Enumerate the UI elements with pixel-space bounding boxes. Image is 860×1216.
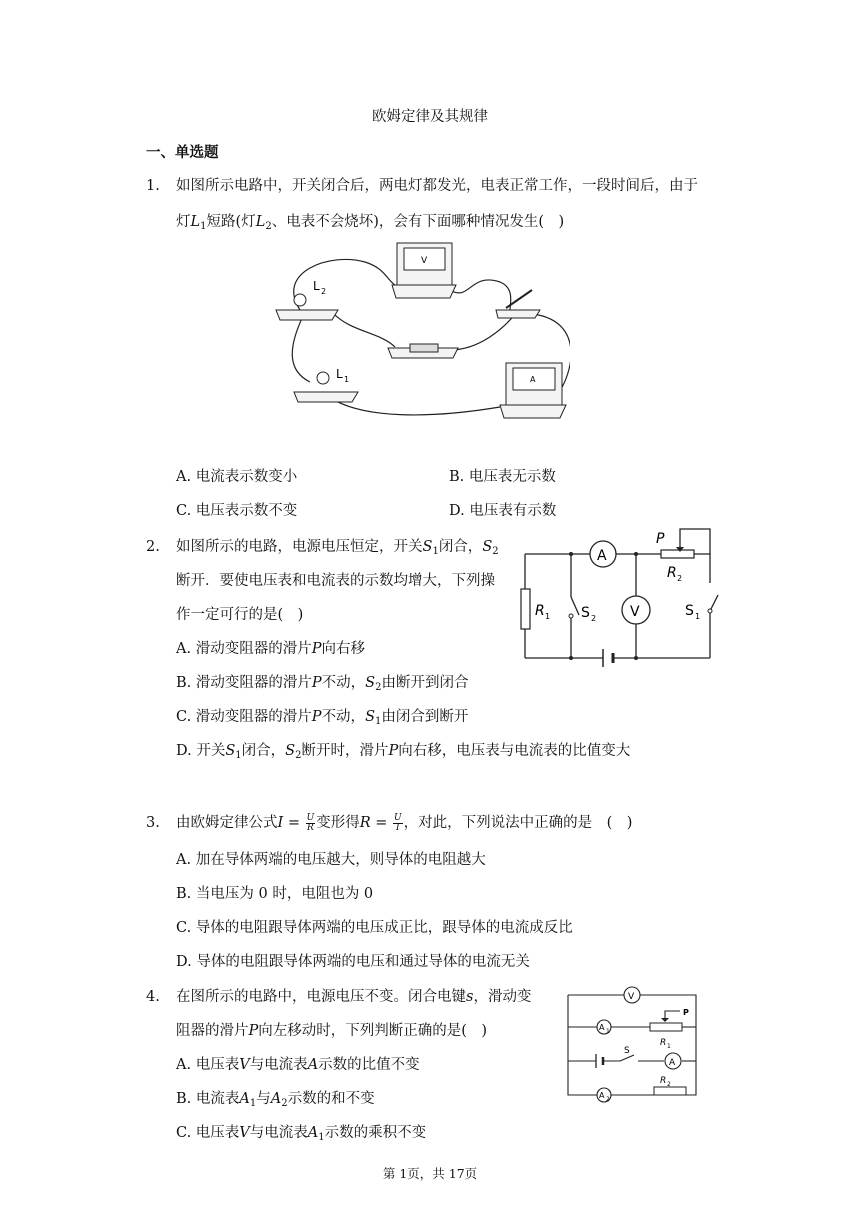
q2-option-a: A. 滑动变阻器的滑片P向右移 [176,641,365,657]
q2-fig-r1: R [535,603,545,619]
q4-circuit-figure [560,983,720,1111]
q1-option-d: D. 电压表有示数 [449,503,557,519]
q2-fig-voltmeter: V [630,604,640,620]
q2-fig-s1: S [685,603,694,619]
q1-fig-label-l1-sub: 1 [344,375,350,384]
q4-fig-p: P [683,1008,689,1017]
q1-fig-ammeter: A [530,375,536,384]
q2-option-c: C. 滑动变阻器的滑片P不动，$S_1$由闭合到断开 [176,709,469,727]
q3-number: 3. [146,815,160,831]
q4-fig-s: S [624,1046,630,1056]
q4-text-line1: 在图所示的电路中，电源电压不变。闭合电键s，滑动变 [176,989,532,1005]
q4-option-a: A. 电压表V与电流表A示数的比值不变 [176,1057,420,1073]
q4-number: 4. [146,989,160,1005]
q1-number: 1. [146,178,160,194]
q4-option-c: C. 电压表V与电流表$A_1$示数的乘积不变 [176,1125,427,1143]
q2-text-line2: 断开．要使电压表和电流表的示数均增大，下列操 [176,573,495,589]
svg-text:1: 1 [695,612,701,621]
svg-text:1: 1 [545,612,551,621]
q3-option-d: D. 导体的电阻跟导体两端的电压和通过导体的电流无关 [176,954,530,970]
svg-text:2: 2 [591,614,597,623]
q2-fig-r2: R [667,565,677,581]
page-footer: 第 1页，共 17页 [382,1166,478,1181]
q4-fig-r1: R [660,1038,667,1048]
svg-text:2: 2 [677,574,683,583]
q2-number: 2. [146,539,160,555]
q2-circuit-figure [515,525,725,675]
q1-option-a: A. 电流表示数变小 [176,469,298,485]
q3-option-a: A. 加在导体两端的电压越大，则导体的电阻越大 [176,852,486,868]
q4-option-b: B. 电流表$A_1$与$A_2$示数的和不变 [176,1091,375,1109]
q1-fig-voltmeter: V [421,256,428,266]
svg-text:2: 2 [606,1096,610,1103]
q1-fig-label-l2: L [313,279,320,293]
q2-fig-ammeter: A [597,548,607,564]
q2-fig-p: P [656,531,665,547]
q1-text-line2: 灯$L_1$短路(灯$L_2$、电表不会烧坏)，会有下面哪种情况发生( ) [176,214,565,232]
q3-option-c: C. 导体的电阻跟导体两端的电压成正比，跟导体的电流成反比 [176,920,573,936]
svg-text:1: 1 [667,1043,671,1050]
q4-fig-ammeter-a1: A [599,1023,605,1032]
svg-text:2: 2 [667,1081,671,1088]
q1-option-c: C. 电压表示数不变 [176,503,298,519]
q1-option-b: B. 电压表无示数 [449,469,556,485]
q2-option-b: B. 滑动变阻器的滑片P不动，$S_2$由断开到闭合 [176,675,469,693]
q1-fig-label-l2-sub: 2 [321,287,327,296]
q2-text-line3: 作一定可行的是( ) [176,607,304,623]
q2-text-line1: 如图所示的电路，电源电压恒定，开关$S_1$闭合，$S_2$ [176,539,499,557]
q4-fig-ammeter-a2: A [599,1091,605,1100]
q4-fig-voltmeter: V [628,992,635,1002]
q4-fig-r2: R [660,1076,667,1086]
q4-text-line2: 阻器的滑片P向左移动时，下列判断正确的是( ) [176,1023,488,1039]
q4-fig-ammeter-a: A [669,1058,676,1068]
q3-text: 由欧姆定律公式I = $\frac{U}{R}$ 变形得R = $\frac{U}{I}$ ，对此，下列说法中正确的是 ( ) [176,812,633,833]
q1-fig-label-l1: L [336,367,343,381]
q2-option-d: D. 开关$S_1$闭合，$S_2$断开时，滑片P向右移，电压表与电流表的比值变大 [176,743,631,761]
svg-text:1: 1 [606,1028,610,1035]
page-title: 欧姆定律及其规律 [372,109,488,125]
q2-fig-s2: S [581,605,590,621]
q1-circuit-figure [270,232,570,432]
q1-text-line1: 如图所示电路中，开关闭合后，两电灯都发光，电表正常工作，一段时间后，由于 [176,178,698,194]
q3-option-b: B. 当电压为 0 时，电阻也为 0 [176,886,374,902]
section-heading: 一、单选题 [146,144,219,161]
